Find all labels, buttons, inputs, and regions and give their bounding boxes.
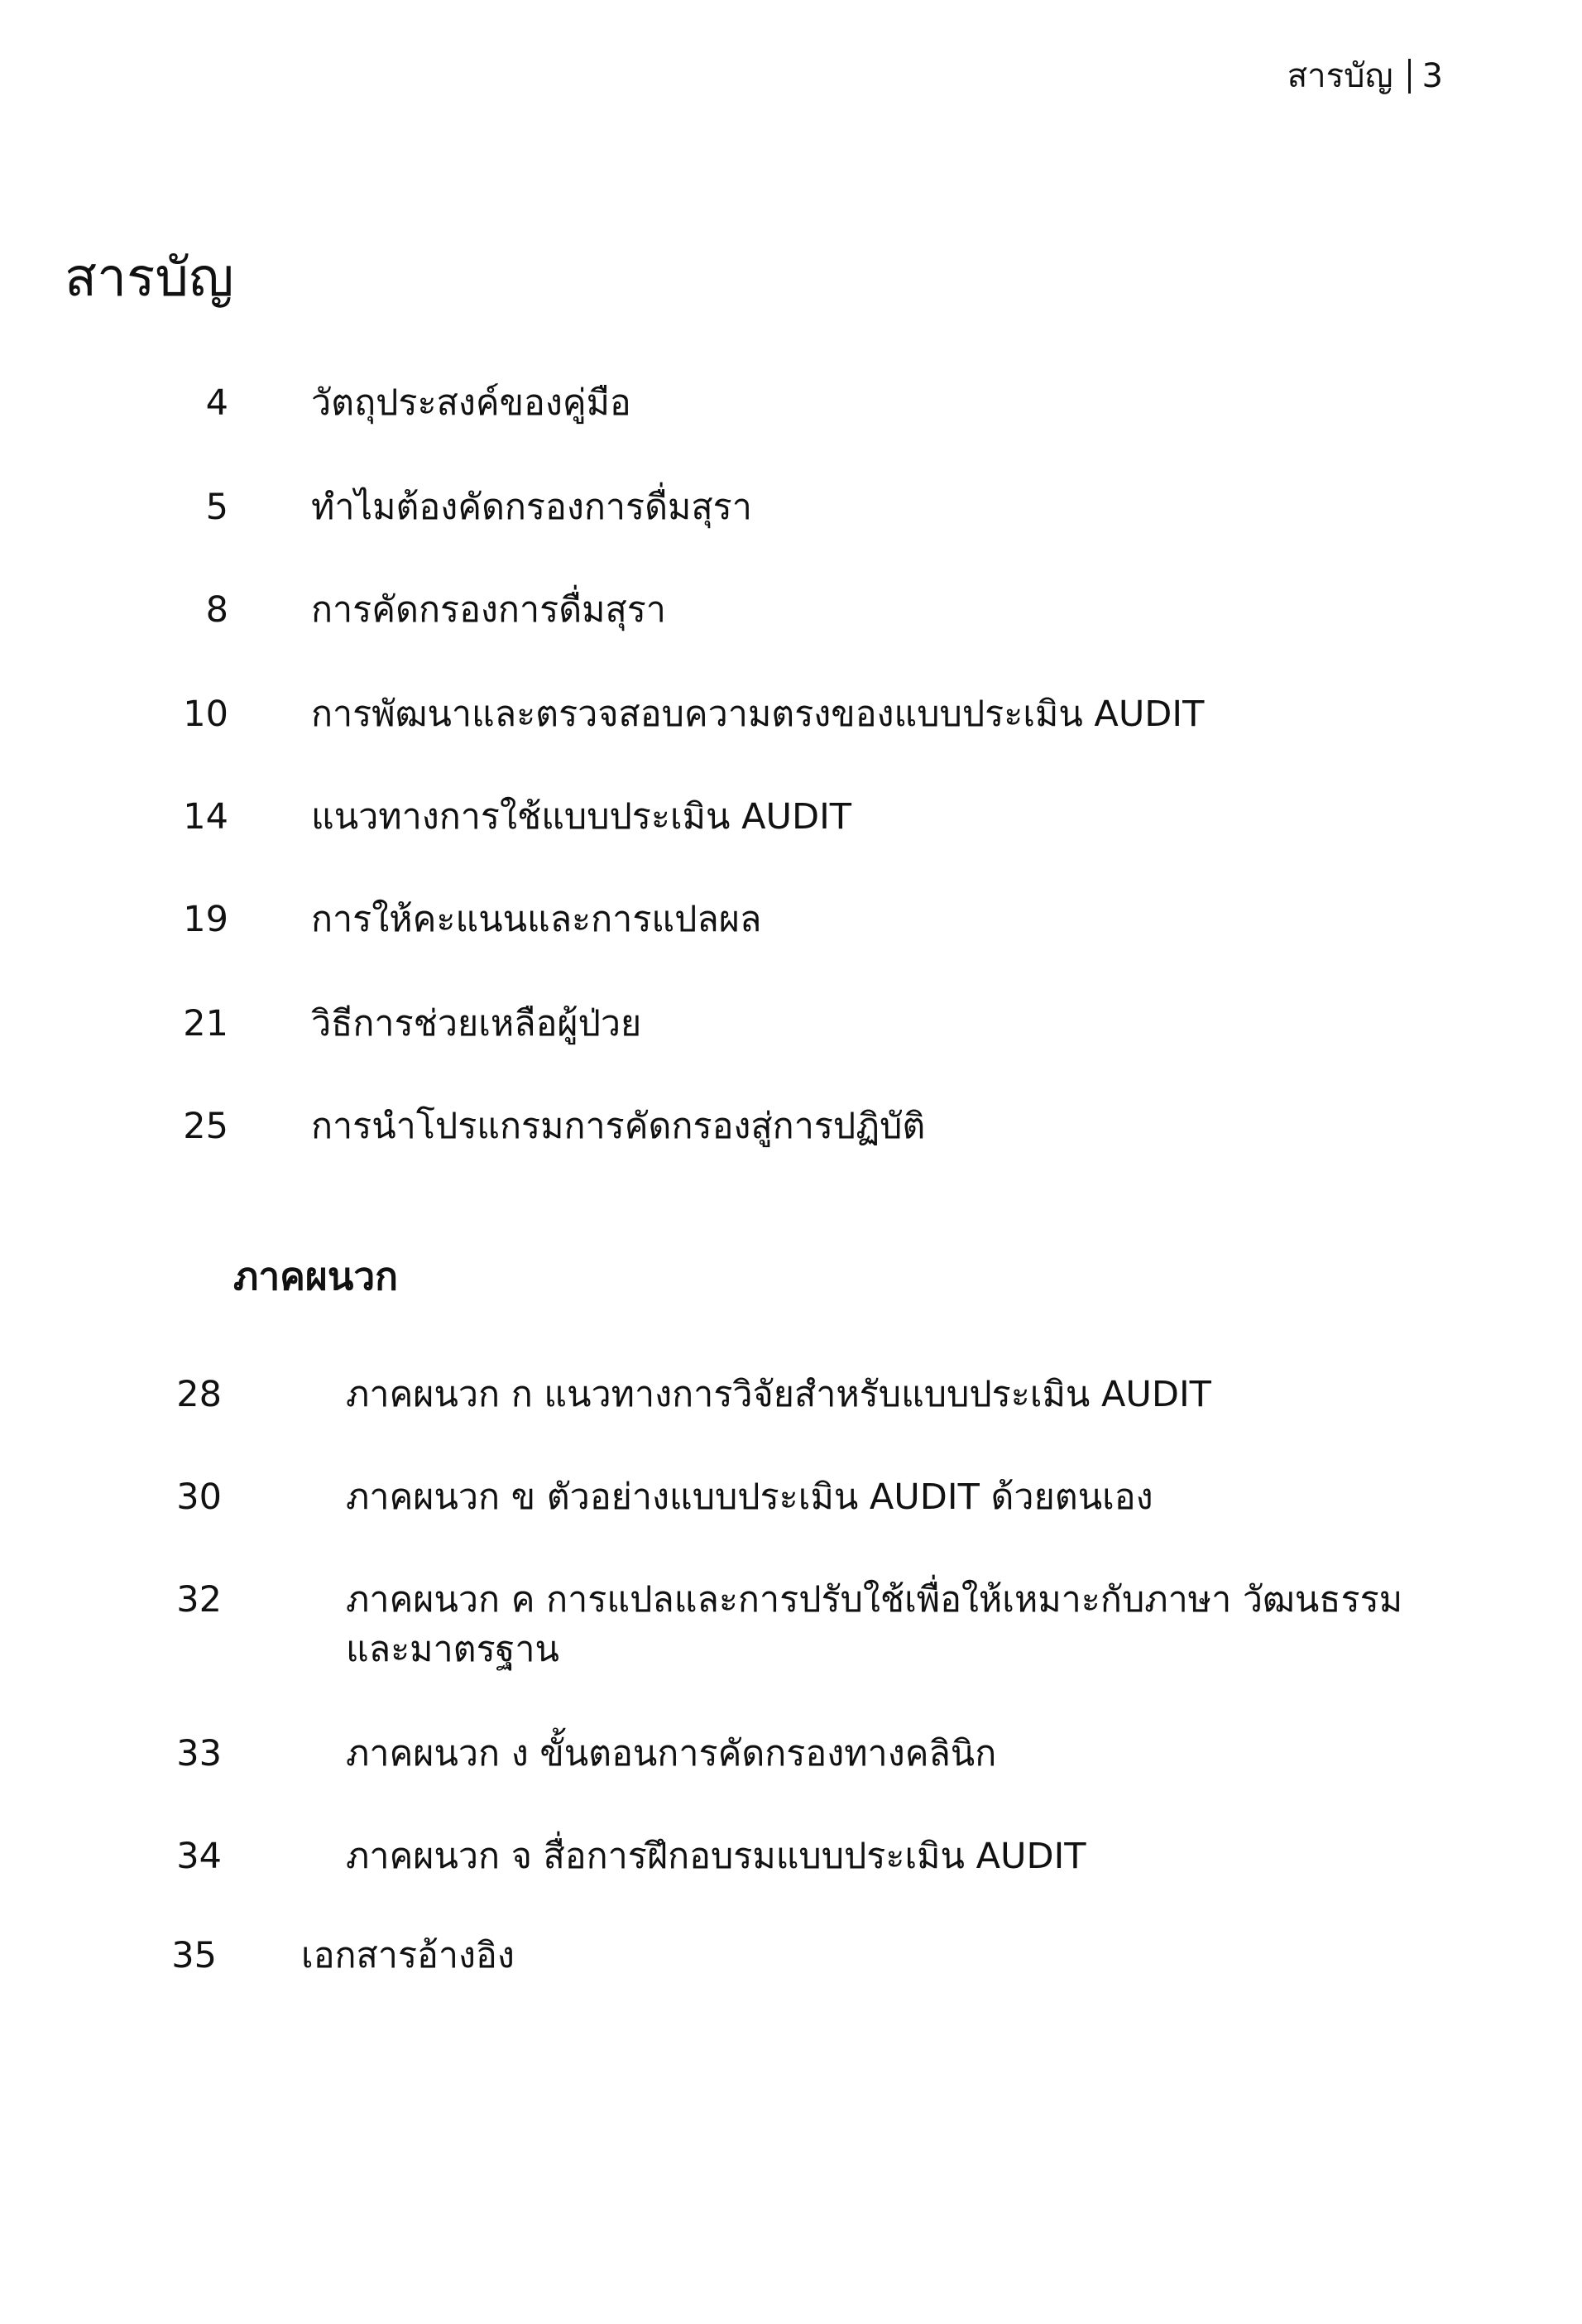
running-header-page-number: 3 — [1421, 57, 1443, 95]
toc-page-number: 14 — [183, 796, 228, 838]
appendix-heading: ภาคผนวก — [233, 1254, 399, 1299]
toc-page-number: 4 — [205, 382, 228, 424]
page-title: สารบัญ — [65, 247, 234, 309]
toc-entry-title: แนวทางการใช้แบบประเมิน AUDIT — [311, 796, 852, 838]
appendix-page-number: 30 — [176, 1477, 222, 1518]
appendix-entry-title: ภาคผนวก ง ขั้นตอนการคัดกรองทางคลินิก — [346, 1733, 997, 1774]
toc-page-number: 5 — [205, 487, 228, 528]
toc-entry-title: วิธีการช่วยเหลือผู้ป่วย — [311, 1003, 642, 1044]
toc-page-number: 10 — [183, 694, 228, 735]
toc-entry-title: ทำไมต้องคัดกรองการดื่มสุรา — [311, 487, 752, 528]
toc-entry-title: การนำโปรแกรมการคัดกรองสู่การปฏิบัติ — [311, 1106, 926, 1147]
toc-entry-title: วัตถุประสงค์ของคู่มือ — [311, 382, 631, 424]
toc-entry-title: การพัฒนาและตรวจสอบความตรงของแบบประเมิน AUDIT — [311, 694, 1205, 735]
toc-page-number: 19 — [183, 899, 228, 940]
toc-page-number: 21 — [183, 1003, 228, 1044]
appendix-entry-title: ภาคผนวก ค การแปลและการปรับใช้เพื่อให้เหมาะกับภาษา วัฒนธรรม — [346, 1579, 1403, 1621]
toc-entry-title: การคัดกรองการดื่มสุรา — [311, 589, 666, 631]
running-header-section: สารบัญ — [1287, 57, 1393, 95]
appendix-page-number: 32 — [176, 1579, 222, 1621]
toc-page-number: 8 — [205, 589, 228, 631]
references-title: เอกสารอ้างอิง — [301, 1935, 515, 1976]
appendix-entry-title: ภาคผนวก ข ตัวอย่างแบบประเมิน AUDIT ด้วยตนเอง — [346, 1477, 1153, 1518]
appendix-page-number: 28 — [176, 1374, 222, 1415]
appendix-entry-title: ภาคผนวก ก แนวทางการวิจัยสำหรับแบบประเมิน AUDIT — [346, 1374, 1211, 1415]
appendix-page-number: 34 — [176, 1836, 222, 1877]
running-header — [1287, 51, 1443, 101]
appendix-entry-title: ภาคผนวก จ สื่อการฝึกอบรมแบบประเมิน AUDIT — [346, 1836, 1086, 1877]
appendix-entry-title-line2: และมาตรฐาน — [346, 1629, 559, 1670]
toc-page-number: 25 — [183, 1106, 228, 1147]
appendix-page-number: 33 — [176, 1733, 222, 1774]
references-page-number: 35 — [171, 1935, 217, 1976]
toc-entry-title: การให้คะแนนและการแปลผล — [311, 899, 762, 940]
header-divider — [1408, 59, 1411, 94]
